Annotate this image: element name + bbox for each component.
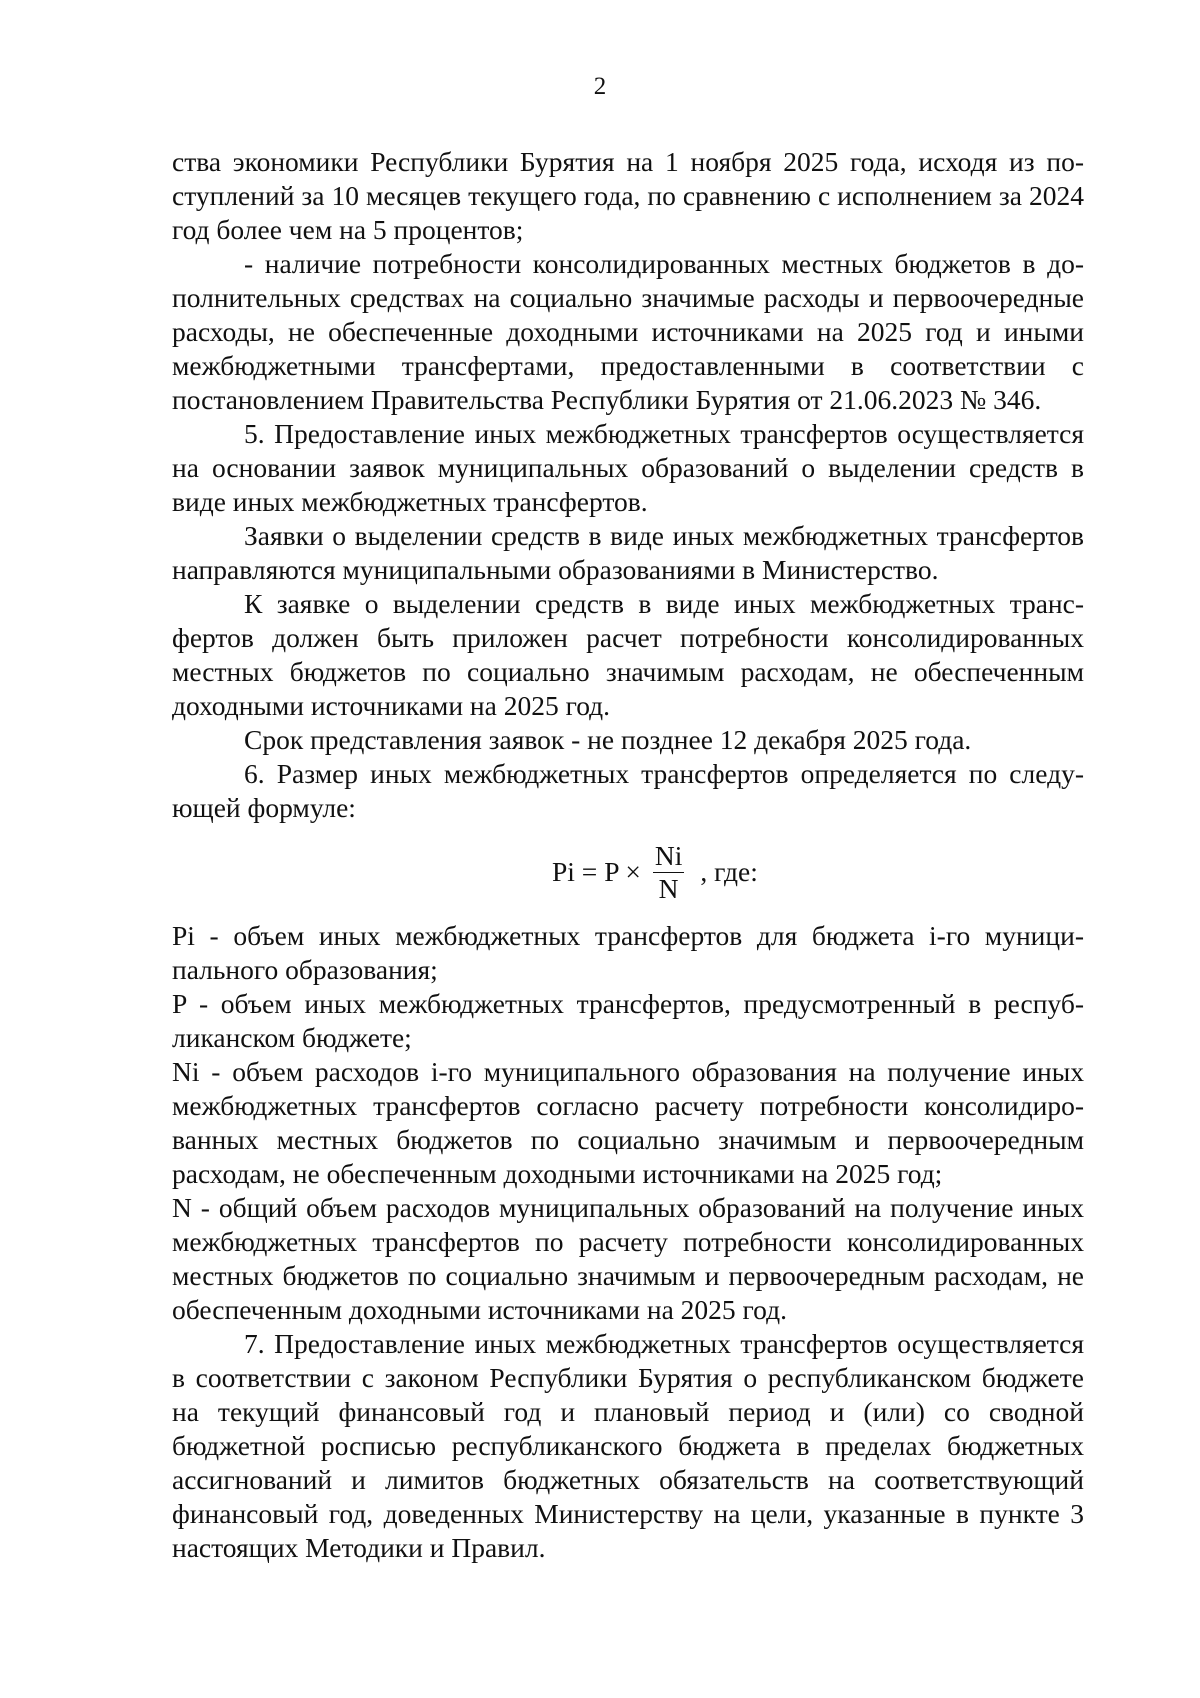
definition-ni: Ni - объем расходов i-го муниципального образования на получение иных межбюджетных трансфертов согласно расчету потребности консолидированных местных бюджетов по социально значимым и первоочередным расходам, не обеспеченным доходными источниками на 2025 год; [172,1056,1084,1189]
paragraph-application-attachment: К заявке о выделении средств в виде иных межбюджетных трансфертов должен быть приложен расчет потребности консолидированных местных бюджетов по социально значимым расходам, не обеспеченным доходными источниками на 2025 год. [172,588,1084,721]
paragraph-continuation: ства экономики Республики Бурятия на 1 ноября 2025 года, исходя из поступлений за 10 месяцев текущего года, по сравнению с исполнением за 2024 год более чем на 5 процентов; [172,146,1084,245]
formula-suffix: , где: [700,856,758,887]
paragraph-item-7: 7. Предоставление иных межбюджетных трансфертов осуществляется в соответствии с законом Республики Бурятия о республиканском бюджете на текущий финансовый год и плановый период и (или) со сводной бюджетной росписью республиканского бюджета в пределах бюджетных ассигнований и лимитов бюджетных обязательств на соответствующий финансовый год, доведенных Министерству на цели, указанные в пункте 3 настоящих Методики и Правил. [172,1328,1084,1563]
paragraph-applications: Заявки о выделении средств в виде иных межбюджетных трансфертов направляются муниципальными образованиями в Министерство. [172,520,1084,585]
definition-pi: Pi - объем иных межбюджетных трансфертов для бюджета i-го муниципального образования; [172,920,1084,985]
formula-definitions [172,919,1084,1327]
paragraph-item-5: 5. Предоставление иных межбюджетных трансфертов осуществляется на основании заявок муниципальных образований о выделении средств в виде иных межбюджетных трансфертов. [172,418,1084,517]
document-body [172,145,1084,1565]
page-number: 2 [593,73,607,100]
definition-n: N - общий объем расходов муниципальных образований на получение иных межбюджетных трансфертов по расчету потребности консолидированных местных бюджетов по социально значимым и первоочередным расходам, не обеспеченным доходными источниками на 2025 год. [172,1192,1084,1325]
formula-block [172,831,1084,913]
paragraph-item-6: 6. Размер иных межбюджетных трансфертов определяется по следующей формуле: [172,758,1084,823]
definition-p: P - объем иных межбюджетных трансфертов, предусмотренный в республиканском бюджете; [172,988,1084,1053]
paragraph-condition: - наличие потребности консолидированных местных бюджетов в дополнительных средствах на социально значимые расходы и первоочередные расходы, не обеспеченные доходными источниками на 2025 год и иными межбюджетными трансфертами, предоставленными в соответствии с постановлением Правительства Республики Бурятия от 21.06.2023 № 346. [172,248,1084,415]
formula [552,833,758,911]
formula-numerator: Ni [654,839,683,871]
formula-lhs: Pi = P × [552,856,641,887]
formula-denominator: N [658,872,679,904]
formula-fraction [653,840,685,905]
paragraph-deadline: Срок представления заявок - не позднее 12 декабря 2025 года. [244,724,972,755]
